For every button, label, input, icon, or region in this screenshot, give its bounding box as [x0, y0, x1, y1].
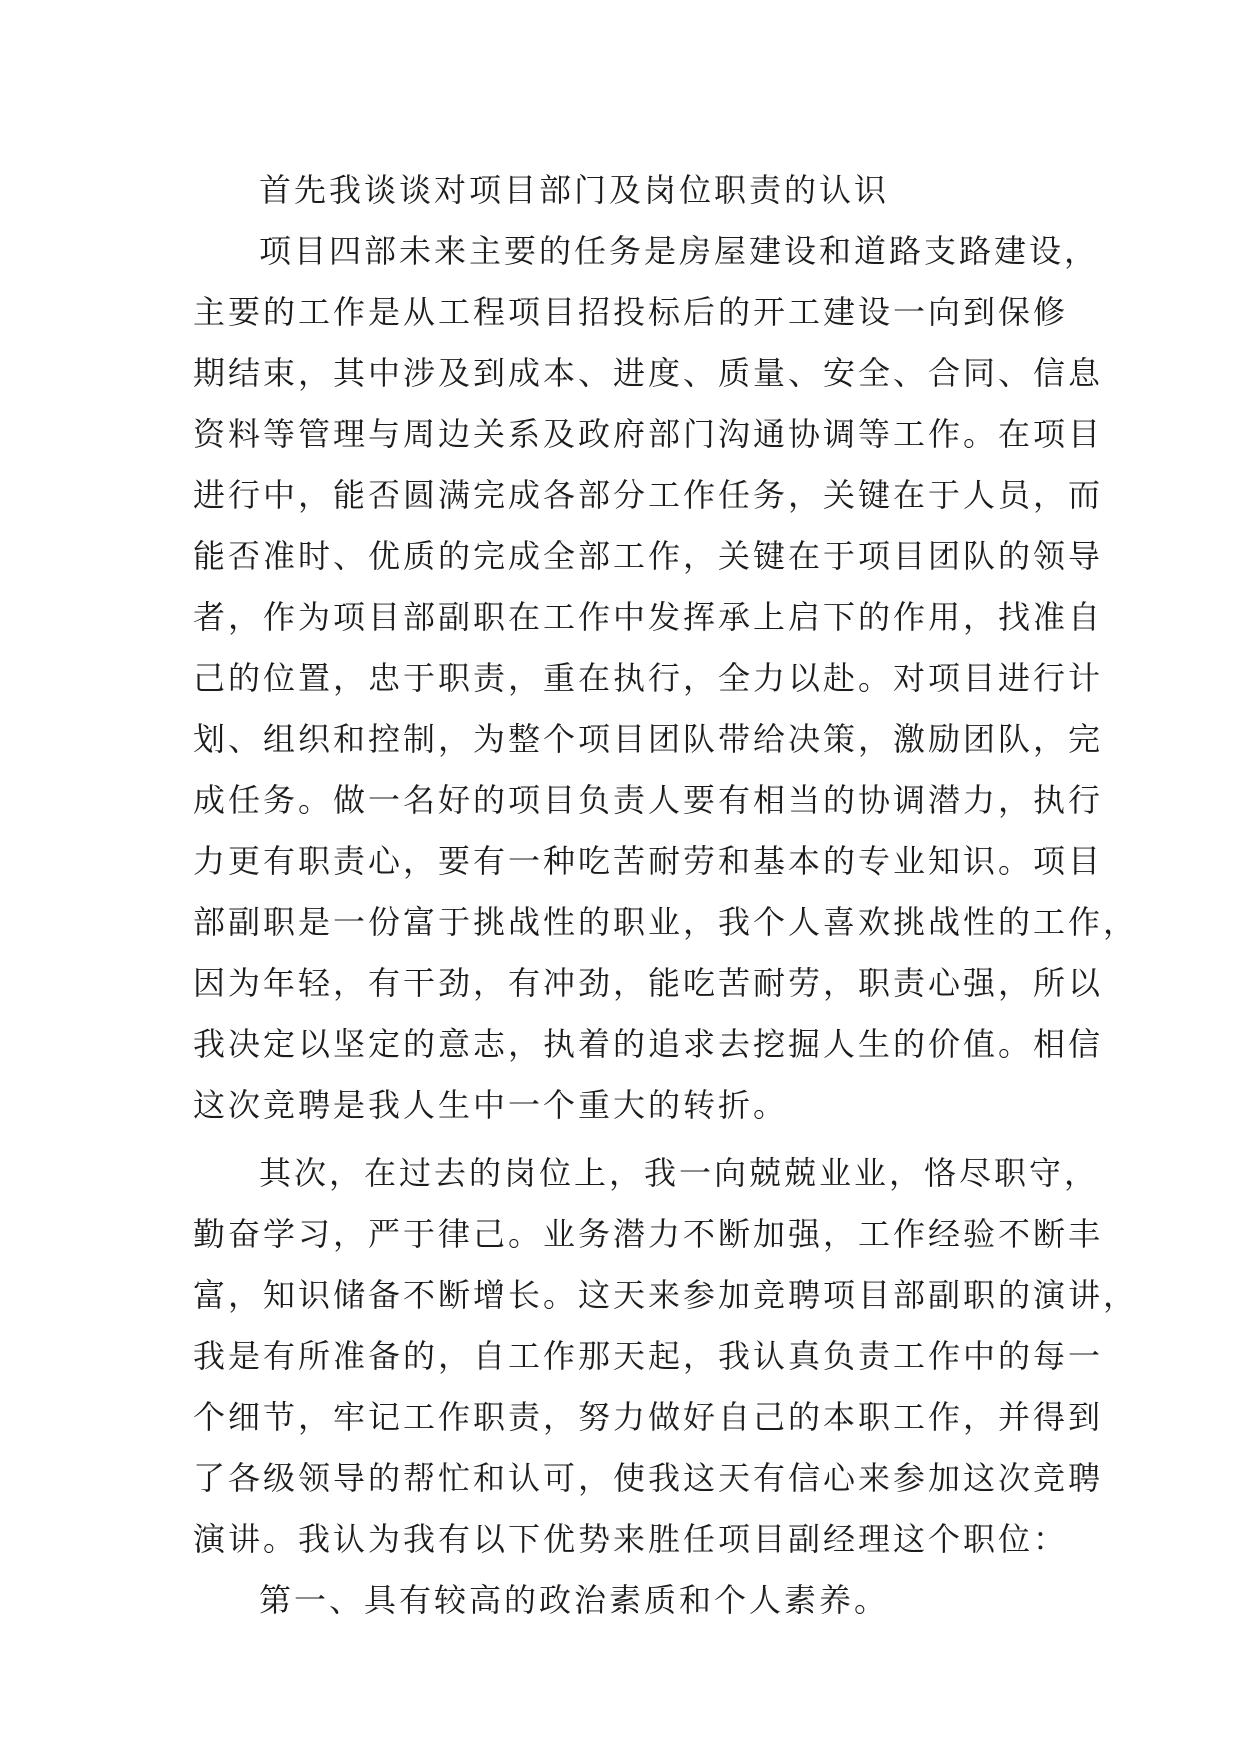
text-line: 主要的工作是从工程项目招投标后的开工建设一向到保修 [193, 293, 1069, 331]
text-line: 划、组织和控制，为整个项目团队带给决策，激励团队，完 [193, 720, 1104, 758]
text-line: 这次竞聘是我人生中一个重大的转折。 [193, 1086, 789, 1124]
text-line: 富，知识储备不断增长。这天来参加竞聘项目部副职的演讲， [193, 1276, 1139, 1314]
text-line: 我是有所准备的，自工作那天起，我认真负责工作中的每一 [193, 1337, 1104, 1375]
text-line: 进行中，能否圆满完成各部分工作任务，关键在于人员，而 [193, 476, 1104, 514]
text-line: 力更有职责心，要有一种吃苦耐劳和基本的专业知识。项目 [193, 842, 1104, 880]
text-line: 其次，在过去的岗位上，我一向兢兢业业，恪尽职守， [259, 1154, 1100, 1192]
text-line: 成任务。做一名好的项目负责人要有相当的协调潜力，执行 [193, 781, 1104, 819]
text-line: 己的位置，忠于职责，重在执行，全力以赴。对项目进行计 [193, 659, 1104, 697]
text-line: 因为年轻，有干劲，有冲劲，能吃苦耐劳，职责心强，所以 [193, 964, 1104, 1002]
text-line: 项目四部未来主要的任务是房屋建设和道路支路建设， [259, 232, 1100, 270]
text-line: 我决定以坚定的意志，执着的追求去挖掘人生的价值。相信 [193, 1025, 1104, 1063]
text-line: 勤奋学习，严于律己。业务潜力不断加强，工作经验不断丰 [193, 1215, 1104, 1253]
paragraph-first-advantage [193, 1570, 1073, 1631]
text-line: 演讲。我认为我有以下优势来胜任项目副经理这个职位： [193, 1520, 1069, 1558]
text-line: 第一、具有较高的政治素质和个人素养。 [259, 1581, 890, 1619]
text-line: 个细节，牢记工作职责，努力做好自己的本职工作，并得到 [193, 1398, 1104, 1436]
text-line: 期结束，其中涉及到成本、进度、质量、安全、合同、信息 [193, 354, 1104, 392]
text-line: 者，作为项目部副职在工作中发挥承上启下的作用，找准自 [193, 598, 1104, 636]
paragraph-section-heading [193, 160, 1073, 221]
text-line: 能否准时、优质的完成全部工作，关键在于项目团队的领导 [193, 537, 1104, 575]
text-line: 部副职是一份富于挑战性的职业，我个人喜欢挑战性的工作， [193, 903, 1139, 941]
text-line: 资料等管理与周边关系及政府部门沟通协调等工作。在项目 [193, 415, 1104, 453]
paragraph-department-duties [193, 221, 1139, 1136]
text-line: 首先我谈谈对项目部门及岗位职责的认识 [259, 171, 890, 209]
text-line: 了各级领导的帮忙和认可，使我这天有信心来参加这次竞聘 [193, 1459, 1104, 1497]
paragraph-past-experience [193, 1143, 1139, 1570]
document-body [193, 160, 1139, 1631]
